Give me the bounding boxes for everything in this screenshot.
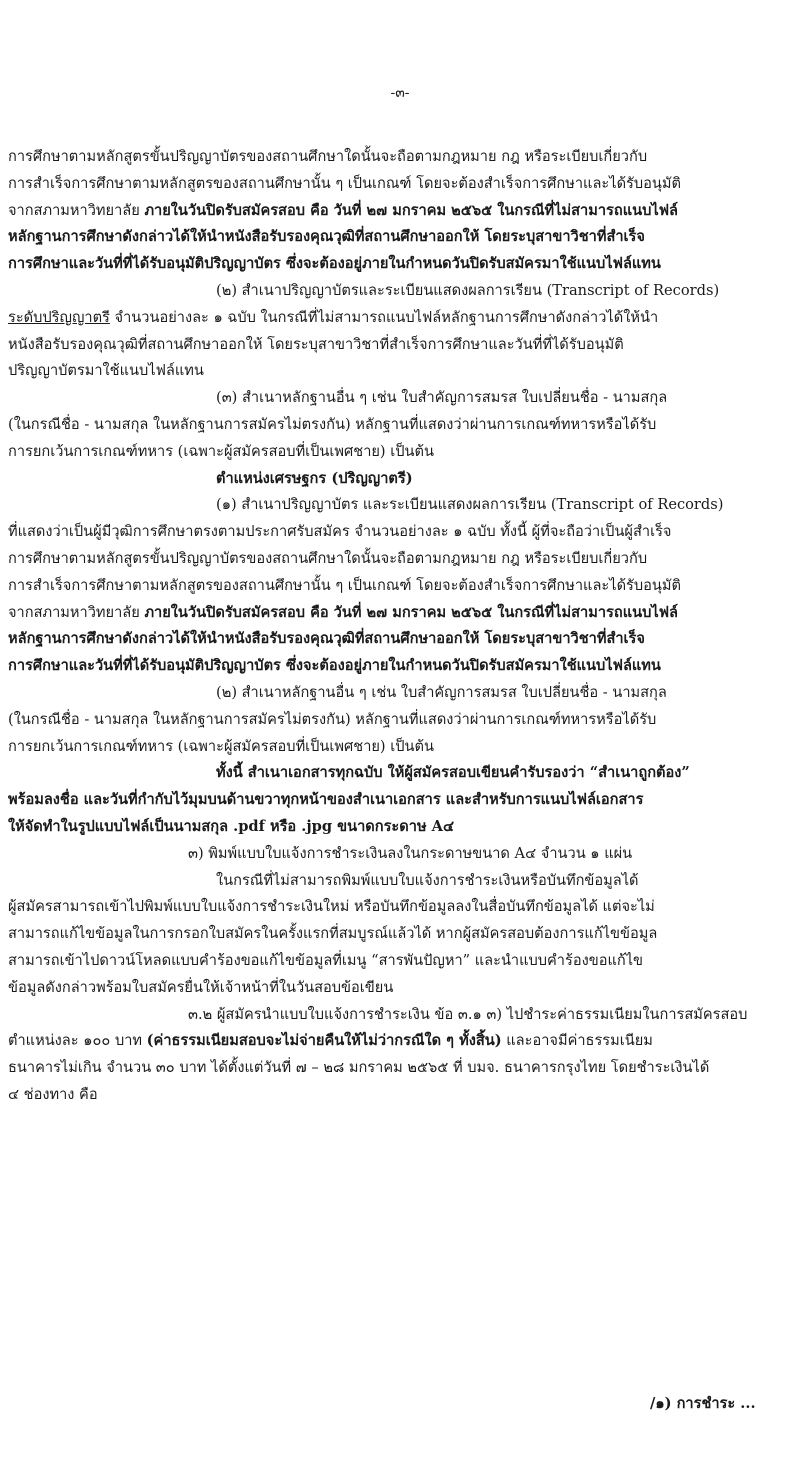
page-number: -๓-	[390, 85, 410, 101]
text-line-10: (๓) สำเนาหลักฐานอื่น ๆ เช่น ใบสำคัญการสมรส ใบเปลี่ยนชื่อ - นามสกุล	[216, 389, 668, 407]
text-line-29: ผู้สมัครสามารถเข้าไปพิมพ์แบบใบแจ้งการชำระเงินใหม่ หรือบันทึกข้อมูลลงในสื่อบันทึกข้อมูลได้ แต่จะไม่	[8, 898, 655, 916]
text-line-4: หลักฐานการศึกษาดังกล่าวได้ให้นำหนังสือรับรองคุณวุฒิที่สถานศึกษาออกให้ โดยระบุสาขาวิชาที่สำเร็จ	[8, 228, 645, 246]
text-line-2: การสำเร็จการศึกษาตามหลักสูตรของสถานศึกษานั้น ๆ เป็นเกณฑ์ โดยจะต้องสำเร็จการศึกษาและได้รับอนุมัติ	[8, 174, 681, 192]
text-line-26: ให้จัดทำในรูปแบบไฟล์เป็นนามสกุล .pdf หรือ .jpg ขนาดกระดาษ A๔	[8, 818, 455, 835]
text-line-25: พร้อมลงชื่อ และวันที่กำกับไว้มุมบนด้านขวาทุกหน้าของสำเนาเอกสาร และสำหรับการแนบไฟล์เอกสาร	[8, 791, 644, 809]
text-line-28: ในกรณีที่ไม่สามารถพิมพ์แบบใบแจ้งการชำระเงินหรือบันทึกข้อมูลได้	[216, 871, 639, 889]
text-line-5: การศึกษาและวันที่ที่ได้รับอนุมัติปริญญาบัตร ซึ่งจะต้องอยู่ภายในกำหนดวันปิดรับสมัครมาใช้แนบไฟล์แทน	[8, 255, 661, 273]
text-line-20: การศึกษาและวันที่ที่ได้รับอนุมัติปริญญาบัตร ซึ่งจะต้องอยู่ภายในกำหนดวันปิดรับสมัครมาใช้แนบไฟล์แทน	[8, 657, 661, 675]
text-line-33: ๓.๒ ผู้สมัครนำแบบใบแจ้งการชำระเงิน ข้อ ๓.๑ ๓) ไปชำระค่าธรรมเนียมในการสมัครสอบ	[188, 1005, 748, 1023]
section-heading-economist: ตำแหน่งเศรษฐกร (ปริญญาตรี)	[216, 469, 413, 487]
text-line-12: การยกเว้นการเกณฑ์ทหาร (เฉพาะผู้สมัครสอบที่เป็นเพศชาย) เป็นต้น	[8, 442, 434, 460]
text-line-35: ธนาคารไม่เกิน จำนวน ๓๐ บาท ได้ตั้งแต่วันที่ ๗ – ๒๘ มกราคม ๒๕๖๕ ที่ บมจ. ธนาคารกรุงไทย โดยชำระเงินได้	[8, 1059, 710, 1077]
text-line-9: ปริญญาบัตรมาใช้แนบไฟล์แทน	[8, 362, 204, 380]
text-line-23: การยกเว้นการเกณฑ์ทหาร (เฉพาะผู้สมัครสอบที่เป็นเพศชาย) เป็นต้น	[8, 737, 434, 755]
text-line-27: ๓) พิมพ์แบบใบแจ้งการชำระเงินลงในกระดาษขนาด A๔ จำนวน ๑ แผ่น	[188, 844, 633, 862]
text-line-36: ๔ ช่องทาง คือ	[8, 1086, 98, 1103]
text-line-1: การศึกษาตามหลักสูตรขั้นปริญญาบัตรของสถานศึกษาใดนั้นจะถือตามกฎหมาย กฎ หรือระเบียบเกี่ยวกับ	[8, 148, 648, 165]
text-line-31: สามารถเข้าไปดาวน์โหลดแบบคำร้องขอแก้ไขข้อมูลที่เมนู “สารพันปัญหา” และนำแบบคำร้องขอแก้ไข	[8, 952, 644, 969]
text-line-16: การศึกษาตามหลักสูตรขั้นปริญญาบัตรของสถานศึกษาใดนั้นจะถือตามกฎหมาย กฎ หรือระเบียบเกี่ยวกับ	[8, 550, 648, 567]
text-line-30: สามารถแก้ไขข้อมูลในการกรอกใบสมัครในครั้งแรกที่สมบูรณ์แล้วได้ หากผู้สมัครสอบต้องการแก้ไขข้อมูล	[8, 925, 658, 943]
page-continuation-footer: /๑) การชำระ ...	[650, 1395, 756, 1412]
text-line-11: (ในกรณีชื่อ - นามสกุล ในหลักฐานการสมัครไม่ตรงกัน) หลักฐานที่แสดงว่าผ่านการเกณฑ์ทหารหรือได้รับ	[8, 416, 657, 433]
text-line-32: ข้อมูลดังกล่าวพร้อมใบสมัครยื่นให้เจ้าหน้าที่ในวันสอบข้อเขียน	[8, 978, 394, 996]
text-line-17: การสำเร็จการศึกษาตามหลักสูตรของสถานศึกษานั้น ๆ เป็นเกณฑ์ โดยจะต้องสำเร็จการศึกษาและได้รับอนุมัติ	[8, 576, 681, 594]
text-line-6: (๒) สำเนาปริญญาบัตรและระเบียนแสดงผลการเรียน (Transcript of Records)	[216, 282, 720, 299]
text-line-3: จากสภามหาวิทยาลัย ภายในวันปิดรับสมัครสอบ คือ วันที่ ๒๗ มกราคม ๒๕๖๕ ในกรณีที่ไม่สามารถแนบไฟล์	[8, 201, 678, 219]
text-line-24: ทั้งนี้ สำเนาเอกสารทุกฉบับ ให้ผู้สมัครสอบเขียนคำรับรองว่า “สำเนาถูกต้อง”	[216, 764, 690, 782]
text-line-8: หนังสือรับรองคุณวุฒิที่สถานศึกษาออกให้ โดยระบุสาขาวิชาที่สำเร็จการศึกษาและวันที่ที่ได้รับอนุมัติ	[8, 335, 624, 353]
text-line-15: ที่แสดงว่าเป็นผู้มีวุฒิการศึกษาตรงตามประกาศรับสมัคร จำนวนอย่างละ ๑ ฉบับ ทั้งนี้ ผู้ที่จะถือว่าเป็นผู้สำเร็จ	[8, 523, 672, 541]
text-line-18: จากสภามหาวิทยาลัย ภายในวันปิดรับสมัครสอบ คือ วันที่ ๒๗ มกราคม ๒๕๖๕ ในกรณีที่ไม่สามารถแนบไฟล์	[8, 603, 678, 621]
text-line-14: (๑) สำเนาปริญญาบัตร และระเบียนแสดงผลการเรียน (Transcript of Records)	[216, 496, 724, 514]
text-line-21: (๒) สำเนาหลักฐานอื่น ๆ เช่น ใบสำคัญการสมรส ใบเปลี่ยนชื่อ - นามสกุล	[216, 684, 667, 701]
text-line-7: ระดับปริญญาตรี จำนวนอย่างละ ๑ ฉบับ ในกรณีที่ไม่สามารถแนบไฟล์หลักฐานการศึกษาดังกล่าวได้ให้นำ	[8, 308, 659, 326]
text-line-19: หลักฐานการศึกษาดังกล่าวได้ให้นำหนังสือรับรองคุณวุฒิที่สถานศึกษาออกให้ โดยระบุสาขาวิชาที่สำเร็จ	[8, 630, 645, 648]
text-line-22: (ในกรณีชื่อ - นามสกุล ในหลักฐานการสมัครไม่ตรงกัน) หลักฐานที่แสดงว่าผ่านการเกณฑ์ทหารหรือได้รับ	[8, 710, 657, 728]
text-line-34: ตำแหน่งละ ๑๐๐ บาท (ค่าธรรมเนียมสอบจะไม่จ่ายคืนให้ไม่ว่ากรณีใด ๆ ทั้งสิ้น) และอาจมีค่าธรรมเนียม	[8, 1032, 653, 1050]
